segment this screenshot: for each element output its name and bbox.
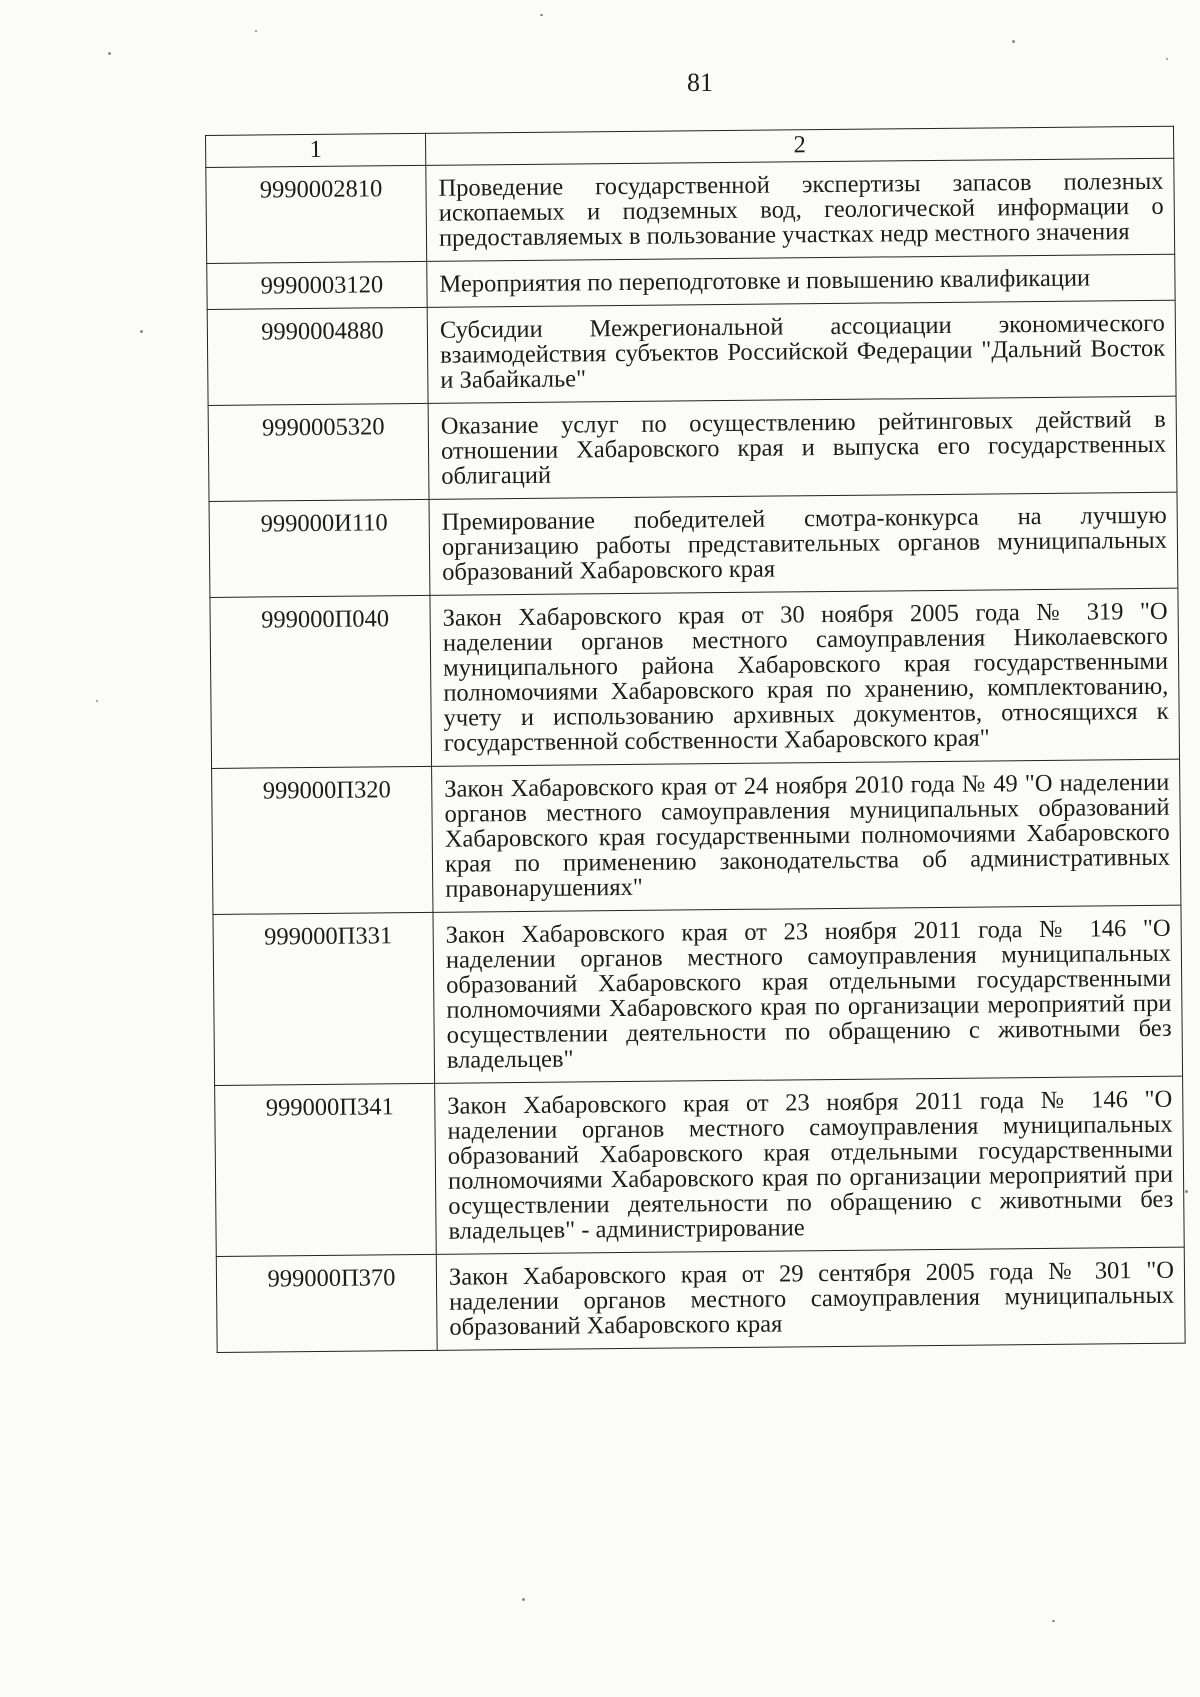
row-code: 9990002810 [206, 165, 427, 263]
row-description: Субсидии Межрегиональной ассоциации экономического взаимодействия субъектов Российской Федерации "Дальний Восток и Забайкалье" [427, 300, 1176, 403]
table-row [210, 588, 1180, 768]
table-row [212, 759, 1181, 914]
row-description: Закон Хабаровского края от 30 ноября 2005 года № 319 "О наделении органов местного самоуправления Николаевского муниципального района Хабаровского края государственными полномочиями Хабаровского края по хранению, комплектованию, учету и использованию архивных документов, относящихся к государственной собственности Хабаровского края" [430, 588, 1180, 766]
row-code: 999000П320 [212, 766, 433, 914]
row-code: 999000П040 [210, 595, 432, 768]
row-code: 9990005320 [208, 403, 429, 501]
scan-speckle [96, 700, 98, 702]
row-description: Мероприятия по переподготовке и повышению квалификации [427, 254, 1175, 307]
table-row [213, 905, 1183, 1085]
row-description: Премирование победителей смотра-конкурса на лучшую организацию работы представительных органов муниципальных образований Хабаровского края [429, 492, 1178, 595]
scan-speckle [522, 1598, 525, 1601]
row-description: Закон Хабаровского края от 29 сентября 2005 года № 301 "О наделении органов местного самоуправления муниципальных образований Хабаровского края [436, 1247, 1185, 1350]
table-row [207, 300, 1176, 405]
scan-speckle [1012, 40, 1015, 43]
scan-speckle [108, 52, 111, 55]
row-description: Оказание услуг по осуществлению рейтинговых действий в отношении Хабаровского края и выпуска его государственных облигаций [428, 396, 1177, 499]
budget-code-table [205, 126, 1186, 1353]
row-code: 999000И110 [209, 499, 430, 597]
table-body [206, 158, 1185, 1352]
row-code: 9990003120 [207, 261, 427, 309]
table-row [208, 396, 1177, 501]
table-row [216, 1247, 1185, 1352]
scan-speckle [255, 30, 257, 32]
scan-speckle [1185, 1190, 1188, 1193]
scan-speckle [140, 330, 143, 333]
row-description: Проведение государственной экспертизы запасов полезных ископаемых и подземных вод, геологической информации о предоставляемых в пользование участках недр местного значения [426, 158, 1175, 261]
row-description: Закон Хабаровского края от 24 ноября 2010 года № 49 "О наделении органов местного самоуправления муниципальных образований Хабаровского края государственными полномочиями Хабаровского края по применению законодательства об административных правонарушениях" [432, 759, 1181, 912]
column-header-code: 1 [206, 133, 426, 167]
table-row [209, 492, 1178, 597]
table-row [206, 158, 1175, 263]
scan-speckle [540, 14, 543, 16]
table-row [215, 1076, 1185, 1256]
row-description: Закон Хабаровского края от 23 ноября 2011 года № 146 "О наделении органов местного самоуправления муниципальных образований Хабаровского края отдельными государственными полномочиями Хабаровского края по организации мероприятий при осуществлении деятельности по обращению с животными без владельцев" [433, 905, 1183, 1083]
scan-speckle [1052, 1620, 1055, 1622]
page-number: 81 [687, 68, 713, 97]
row-code: 999000П341 [215, 1083, 437, 1256]
row-code: 999000П370 [216, 1254, 437, 1352]
column-header-description: 2 [425, 126, 1173, 165]
row-code: 9990004880 [207, 307, 428, 405]
row-description: Закон Хабаровского края от 23 ноября 2011 года № 146 "О наделении органов местного самоуправления муниципальных образований Хабаровского края отдельными государственными полномочиями Хабаровского края по организации мероприятий при осуществлении деятельности по обращению с животными без владельцев" - администрирование [435, 1076, 1185, 1254]
scan-speckle [1166, 58, 1168, 60]
row-code: 999000П331 [213, 912, 435, 1085]
